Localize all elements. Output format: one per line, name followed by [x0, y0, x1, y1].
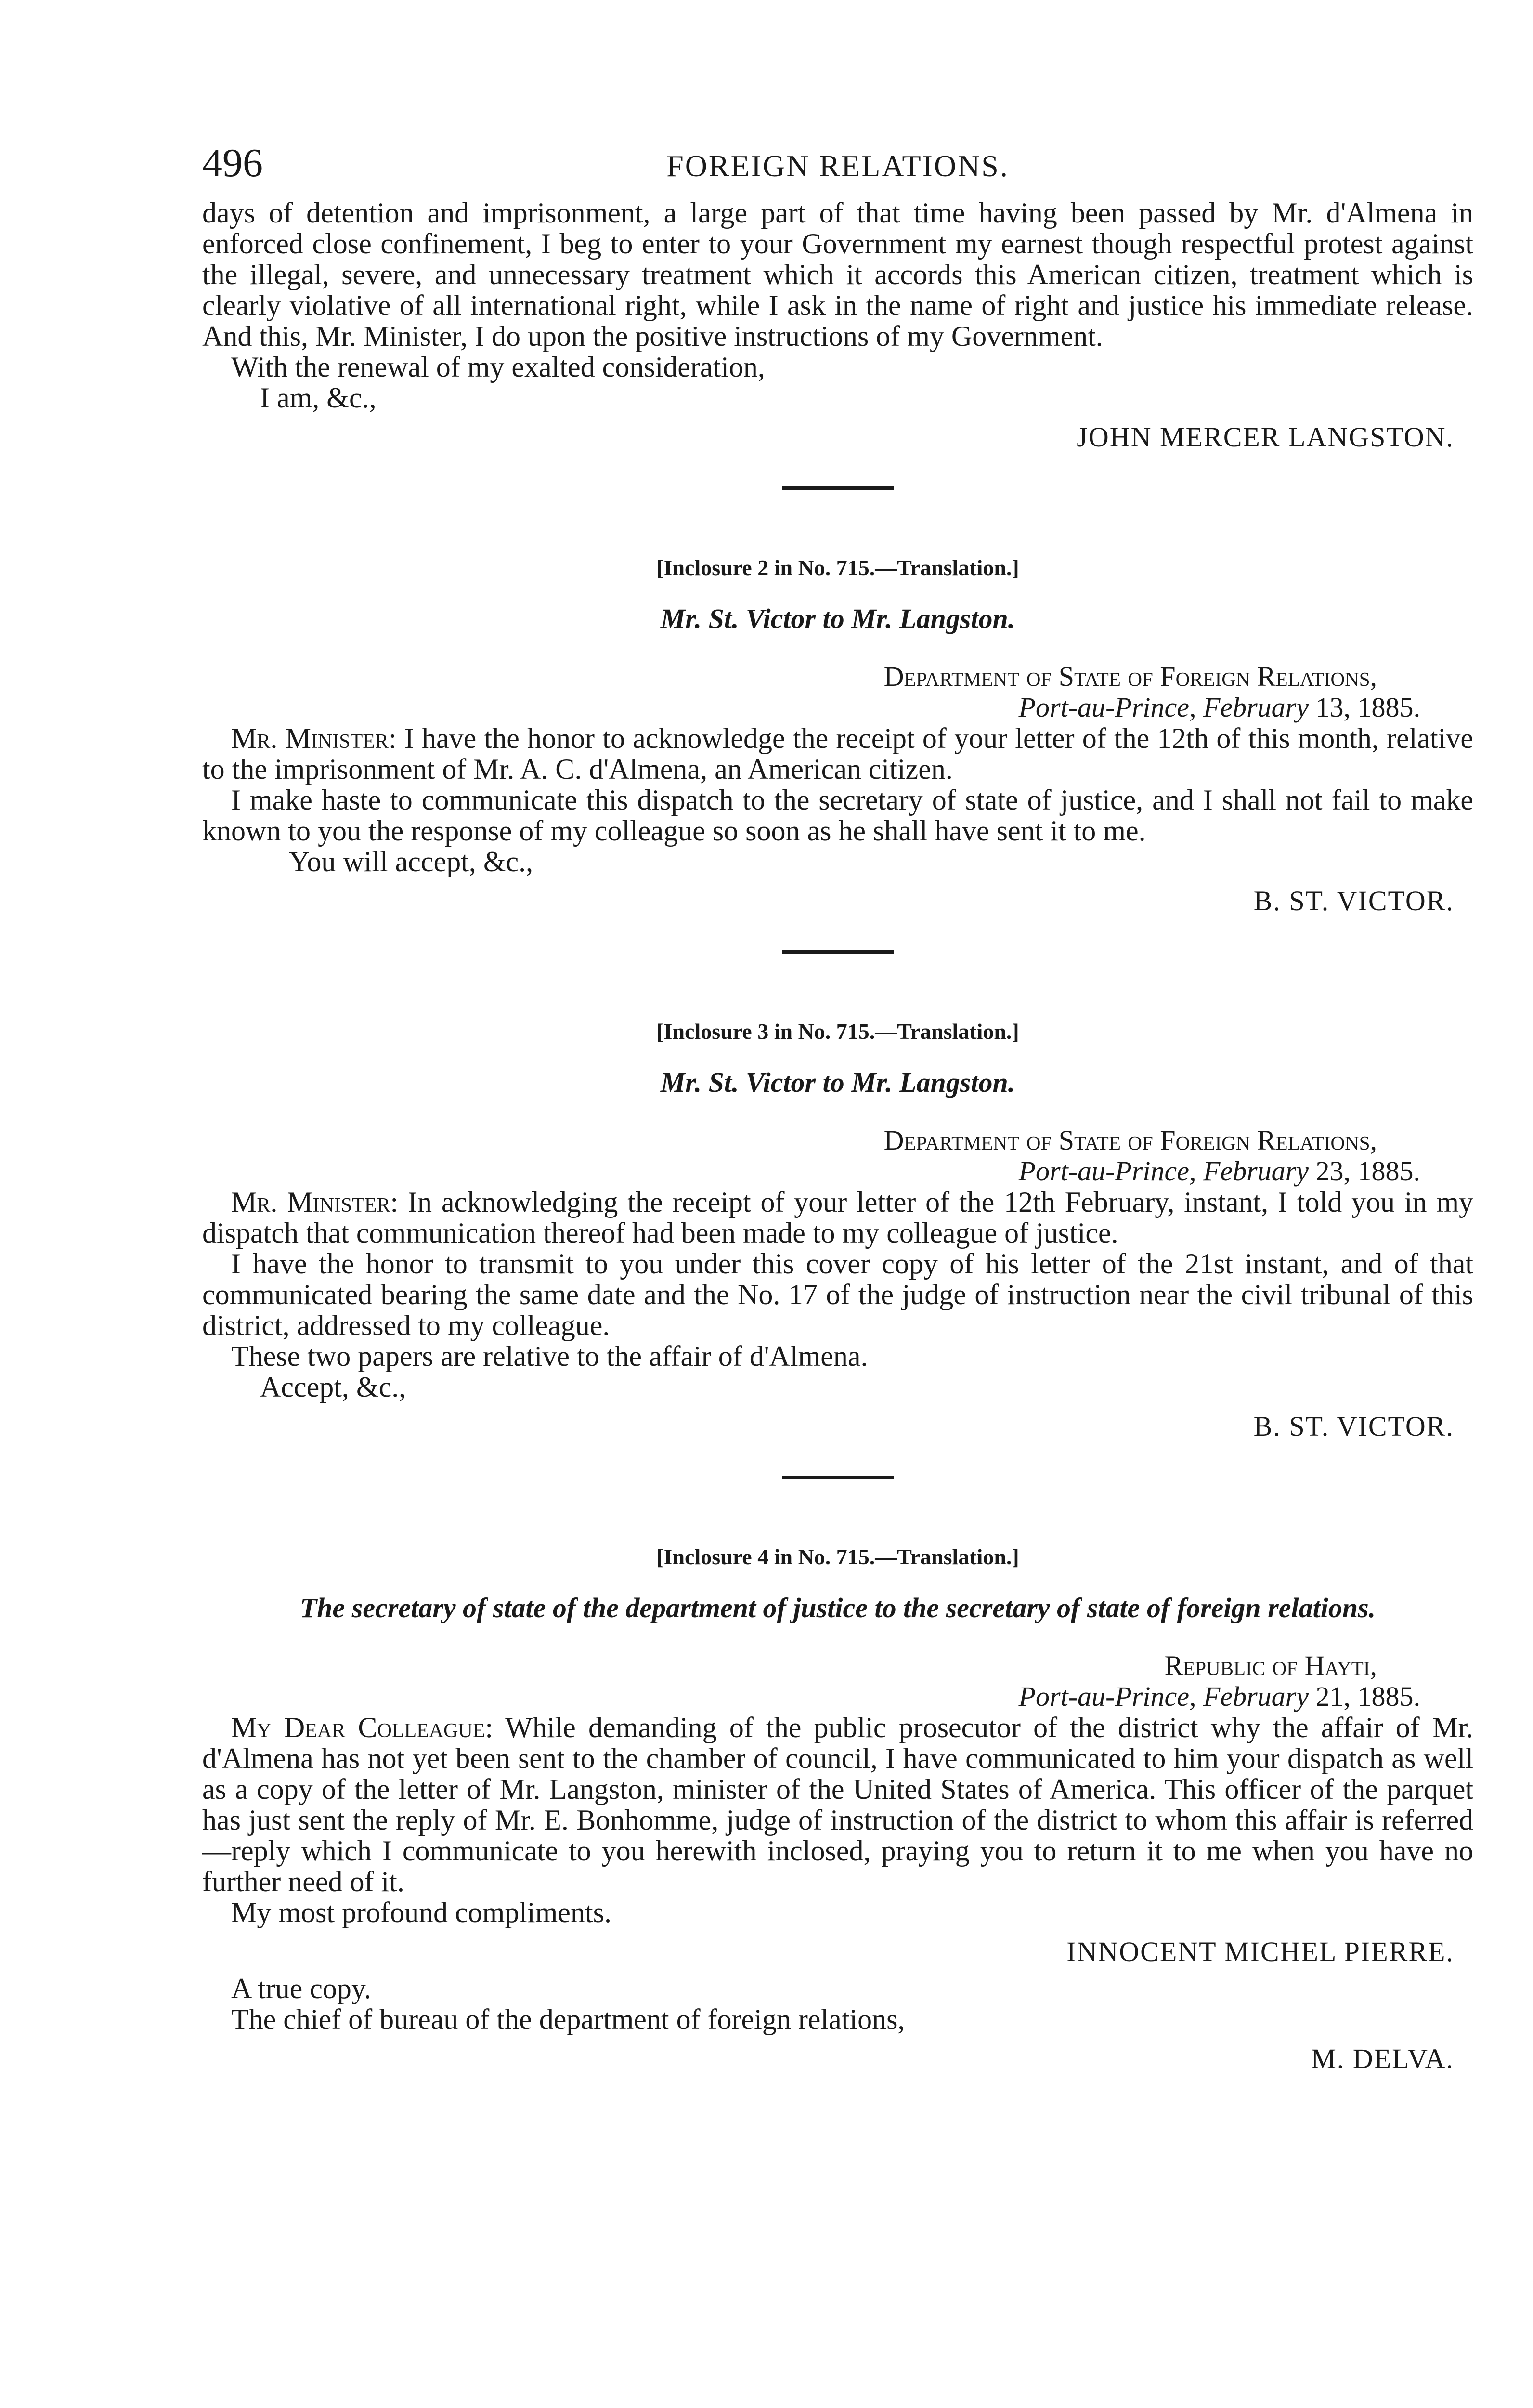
- inclosure4-label: [Inclosure 4 in No. 715.—Translation.]: [656, 1544, 1019, 1569]
- inclosure3-para2: I have the honor to transmit to you under this cover copy of his letter of the 21st instant, and of that communicated bearing the same date and the No. 17 of the judge of instruction near the civil tribunal of this district, addressed to my colleague.: [202, 1248, 1473, 1341]
- document-page: [202, 140, 1473, 2074]
- inclosure3-para3: These two papers are relative to the affair of d'Almena.: [231, 1340, 868, 1372]
- inclosure4-signature: INNOCENT MICHEL PIERRE.: [1066, 1936, 1454, 1967]
- inclosure2-signature: B. ST. VICTOR.: [1253, 885, 1454, 916]
- letter1-body: days of detention and imprisonment, a large part of that time having been passed by Mr. d'Almena in enforced close confinement, I beg to enter to your Government my earnest though respectful protest against the illegal, severe, and unnecessary treatment which it accords this American citizen, treatment which is clearly violative of all international right, while I ask in the name of right and justice his immediate release. And this, Mr. Minister, I do upon the positive instructions of my Government.: [202, 197, 1473, 352]
- inclosure3-label: [Inclosure 3 in No. 715.—Translation.]: [656, 1019, 1019, 1044]
- inclosure3-closing: Accept, &c.,: [260, 1371, 406, 1403]
- inclosure2-place: Port-au-Prince, February: [1018, 692, 1309, 723]
- letter1-closing-2: I am, &c.,: [260, 382, 377, 414]
- letter1-signature: JOHN MERCER LANGSTON.: [1077, 421, 1454, 453]
- inclosure4-signature2: M. DELVA.: [1311, 2043, 1454, 2074]
- section-divider: [782, 486, 894, 490]
- letter1-closing-1: With the renewal of my exalted consideration,: [231, 351, 765, 383]
- running-head: FOREIGN RELATIONS.: [666, 149, 1009, 183]
- inclosure4-salutation: My Dear Colleague: [231, 1712, 485, 1743]
- inclosure2-date: [202, 692, 1473, 723]
- inclosure3-title: Mr. St. Victor to Mr. Langston.: [660, 1067, 1015, 1098]
- section-divider: [782, 1476, 894, 1479]
- inclosure3-para1-text: : In acknowledging the receipt of your letter of the 12th February, instant, I told you in my dispatch that communication thereof had been made to my colleague of justice.: [202, 1186, 1473, 1249]
- inclosure3-dept: [202, 1125, 1473, 1156]
- inclosure2-date-rest: 13, 1885.: [1315, 692, 1420, 723]
- inclosure4-para1: [202, 1712, 1473, 1897]
- inclosure3-signature: B. ST. VICTOR.: [1253, 1411, 1454, 1442]
- inclosure2-para2: I make haste to communicate this dispatch to the secretary of state of justice, and I shall not fail to make known to you the response of my colleague so soon as he shall have sent it to me.: [202, 784, 1473, 847]
- inclosure4-true-copy: A true copy.: [231, 1973, 372, 2004]
- section-divider: [782, 950, 894, 954]
- inclosure3-date-rest: 23, 1885.: [1315, 1155, 1420, 1187]
- page-header: [202, 140, 1473, 197]
- inclosure2-closing: You will accept, &c.,: [289, 846, 533, 877]
- inclosure4-dept-text: Republic of Hayti,: [1164, 1650, 1377, 1681]
- inclosure2-title: Mr. St. Victor to Mr. Langston.: [660, 603, 1015, 634]
- inclosure3-date: [202, 1156, 1473, 1187]
- inclosure4-chief: The chief of bureau of the department of foreign relations,: [231, 2003, 905, 2035]
- inclosure3-para1: [202, 1187, 1473, 1248]
- inclosure4-title: The secretary of state of the department of justice to the secretary of state of foreign relations.: [299, 1592, 1376, 1623]
- inclosure2-para1-text: : I have the honor to acknowledge the receipt of your letter of the 12th of this month, relative to the imprisonment of Mr. A. C. d'Almena, an American citizen.: [202, 722, 1473, 785]
- inclosure4-closing: My most profound compliments.: [231, 1897, 611, 1928]
- inclosure4-dept: [202, 1650, 1473, 1681]
- inclosure2-salutation: Mr. Minister: [231, 722, 389, 754]
- inclosure3-dept-text: Department of State of Foreign Relations,: [883, 1125, 1377, 1156]
- inclosure2-label: [Inclosure 2 in No. 715.—Translation.]: [656, 555, 1019, 580]
- inclosure2-dept: [202, 661, 1473, 692]
- inclosure3-salutation: Mr. Minister: [231, 1186, 390, 1218]
- inclosure4-date-rest: 21, 1885.: [1315, 1681, 1420, 1712]
- inclosure3-place: Port-au-Prince, February: [1018, 1155, 1309, 1187]
- page-number: 496: [202, 141, 263, 185]
- inclosure4-place: Port-au-Prince, February: [1018, 1681, 1309, 1712]
- inclosure4-para1-text: : While demanding of the public prosecutor of the district why the affair of Mr. d'Almena has not yet been sent to the chamber of council, I have communicated to him your dispatch as well as a copy of the letter of Mr. Langston, minister of the United States of America. This officer of the parquet has just sent the reply of Mr. E. Bonhomme, judge of instruction of the district to whom this affair is referred—reply which I communicate to you herewith inclosed, praying you to return it to me when you have no further need of it.: [202, 1712, 1473, 1898]
- inclosure2-dept-text: Department of State of Foreign Relations,: [883, 661, 1377, 692]
- inclosure4-date: [202, 1681, 1473, 1712]
- inclosure2-para1: [202, 723, 1473, 785]
